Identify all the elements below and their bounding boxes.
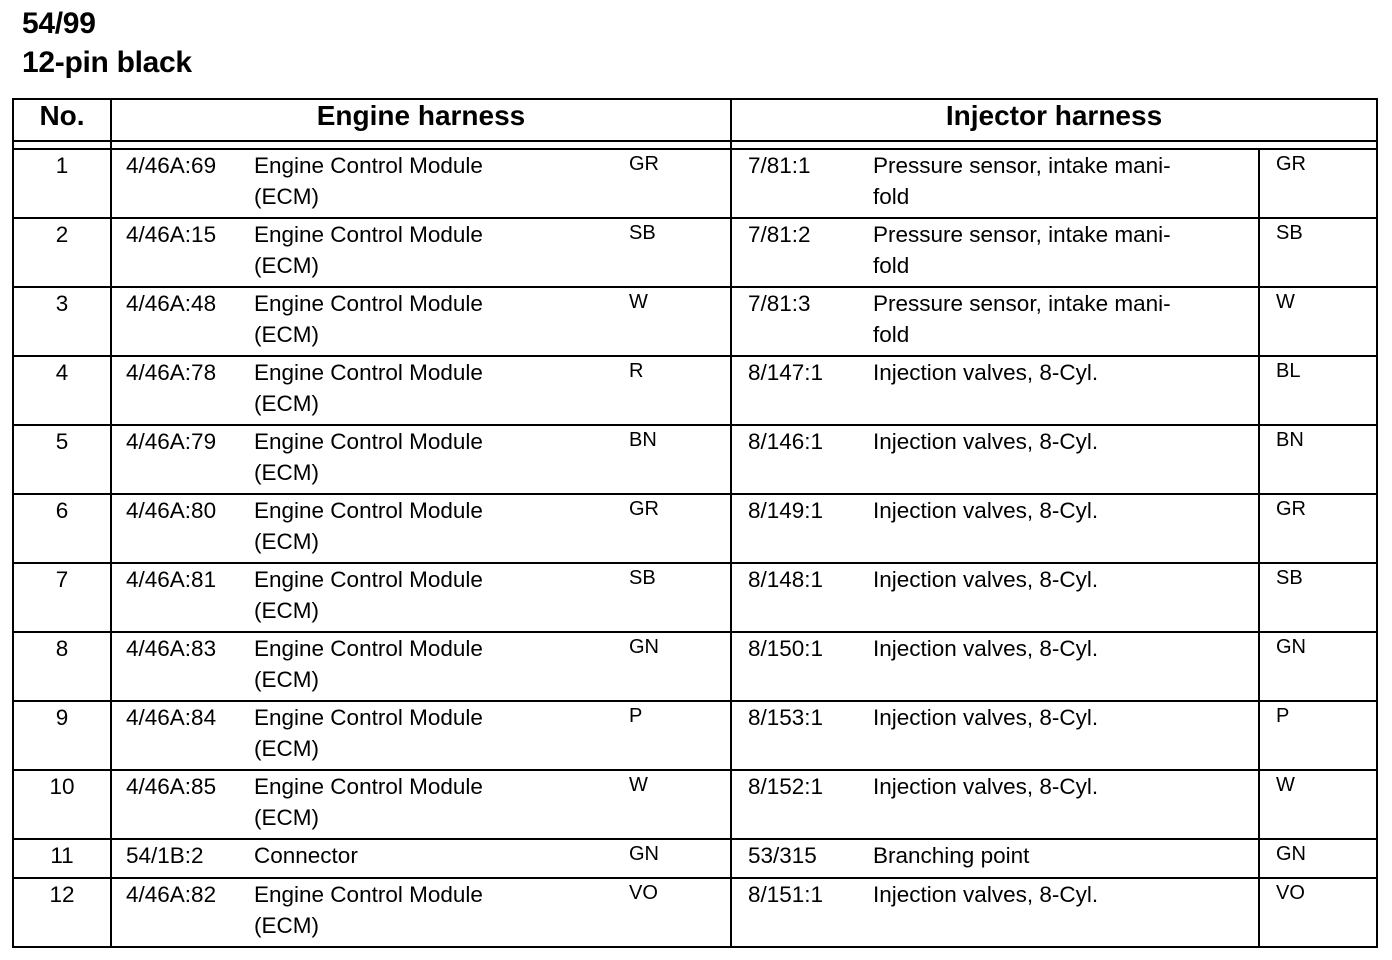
engine-wire-color: GR [613,149,731,218]
connector-id: 54/99 [22,7,96,40]
injector-description: Branching point [873,839,1259,878]
table-row [13,356,1377,425]
engine-wire-color: W [613,770,731,839]
injector-wire-color: W [1259,287,1377,356]
pin-number: 5 [13,425,111,494]
engine-pin: 4/46A:15 [111,218,254,287]
engine-pin: 4/46A:85 [111,770,254,839]
table-row [13,701,1377,770]
engine-pin: 4/46A:78 [111,356,254,425]
injector-description: Injection valves, 8-Cyl. [873,356,1259,425]
injector-pin: 8/153:1 [731,701,873,770]
pin-number: 11 [13,839,111,878]
injector-wire-color: SB [1259,218,1377,287]
table-row [13,149,1377,218]
injector-pin: 7/81:2 [731,218,873,287]
injector-pin: 8/152:1 [731,770,873,839]
injector-wire-color: BL [1259,356,1377,425]
header-engine-harness: Engine harness [111,99,731,141]
engine-wire-color: GN [613,632,731,701]
pinout-table [12,98,1378,948]
pin-number: 3 [13,287,111,356]
injector-description: Pressure sensor, intake mani- fold [873,218,1259,287]
injector-wire-color: GR [1259,149,1377,218]
header-spacer [13,141,1377,149]
table-header [13,99,1377,141]
injector-pin: 53/315 [731,839,873,878]
injector-description: Injection valves, 8-Cyl. [873,701,1259,770]
engine-wire-color: SB [613,563,731,632]
engine-pin: 4/46A:48 [111,287,254,356]
injector-pin: 7/81:3 [731,287,873,356]
engine-pin: 4/46A:83 [111,632,254,701]
engine-description: Engine Control Module (ECM) [254,494,613,563]
table-row [13,632,1377,701]
engine-pin: 4/46A:84 [111,701,254,770]
injector-wire-color: GN [1259,632,1377,701]
engine-pin: 4/46A:80 [111,494,254,563]
injector-description: Injection valves, 8-Cyl. [873,878,1259,947]
table-row [13,425,1377,494]
table-row [13,770,1377,839]
injector-pin: 8/147:1 [731,356,873,425]
connector-title [22,4,192,82]
engine-description: Engine Control Module (ECM) [254,287,613,356]
engine-description: Connector [254,839,613,878]
pin-number: 1 [13,149,111,218]
injector-description: Pressure sensor, intake mani- fold [873,287,1259,356]
injector-pin: 8/151:1 [731,878,873,947]
engine-description: Engine Control Module (ECM) [254,425,613,494]
table-row [13,287,1377,356]
header-injector-harness: Injector harness [731,99,1377,141]
engine-description: Engine Control Module (ECM) [254,878,613,947]
pin-number: 10 [13,770,111,839]
engine-wire-color: VO [613,878,731,947]
pin-number: 8 [13,632,111,701]
engine-description: Engine Control Module (ECM) [254,149,613,218]
injector-wire-color: BN [1259,425,1377,494]
injector-description: Injection valves, 8-Cyl. [873,425,1259,494]
injector-pin: 8/146:1 [731,425,873,494]
engine-description: Engine Control Module (ECM) [254,563,613,632]
pin-number: 2 [13,218,111,287]
pin-number: 9 [13,701,111,770]
table-row [13,839,1377,878]
engine-wire-color: BN [613,425,731,494]
injector-pin: 8/150:1 [731,632,873,701]
table-row [13,218,1377,287]
injector-description: Injection valves, 8-Cyl. [873,494,1259,563]
pin-number: 12 [13,878,111,947]
engine-wire-color: GN [613,839,731,878]
table-row [13,878,1377,947]
engine-pin: 54/1B:2 [111,839,254,878]
injector-wire-color: P [1259,701,1377,770]
injector-description: Injection valves, 8-Cyl. [873,770,1259,839]
engine-wire-color: P [613,701,731,770]
injector-pin: 8/149:1 [731,494,873,563]
engine-description: Engine Control Module (ECM) [254,356,613,425]
injector-pin: 8/148:1 [731,563,873,632]
engine-wire-color: R [613,356,731,425]
engine-pin: 4/46A:69 [111,149,254,218]
engine-wire-color: GR [613,494,731,563]
injector-wire-color: GR [1259,494,1377,563]
header-no: No. [13,99,111,141]
engine-wire-color: W [613,287,731,356]
injector-description: Pressure sensor, intake mani- fold [873,149,1259,218]
engine-description: Engine Control Module (ECM) [254,218,613,287]
injector-wire-color: GN [1259,839,1377,878]
table-row [13,494,1377,563]
engine-pin: 4/46A:81 [111,563,254,632]
injector-description: Injection valves, 8-Cyl. [873,563,1259,632]
engine-description: Engine Control Module (ECM) [254,632,613,701]
injector-wire-color: SB [1259,563,1377,632]
engine-description: Engine Control Module (ECM) [254,701,613,770]
pin-number: 4 [13,356,111,425]
injector-pin: 7/81:1 [731,149,873,218]
table-body [13,149,1377,947]
pin-number: 6 [13,494,111,563]
engine-description: Engine Control Module (ECM) [254,770,613,839]
engine-wire-color: SB [613,218,731,287]
injector-description: Injection valves, 8-Cyl. [873,632,1259,701]
pin-number: 7 [13,563,111,632]
engine-pin: 4/46A:79 [111,425,254,494]
connector-description: 12-pin black [22,46,192,79]
table-row [13,563,1377,632]
engine-pin: 4/46A:82 [111,878,254,947]
injector-wire-color: VO [1259,878,1377,947]
injector-wire-color: W [1259,770,1377,839]
